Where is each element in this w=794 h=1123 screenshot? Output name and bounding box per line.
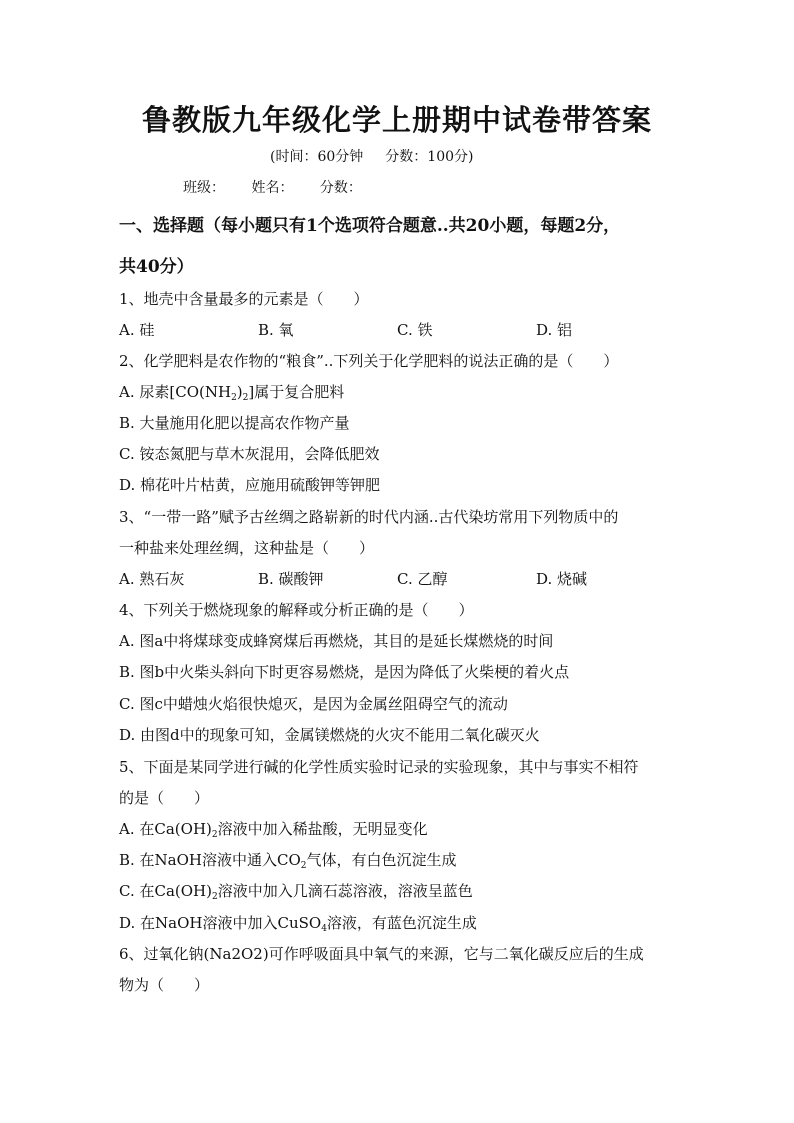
question-4-option-d: D. 由图d中的现象可知，金属镁燃烧的火灾不能用二氧化碳灭火	[119, 726, 540, 744]
question-5-stem-line1: 5、下面是某同学进行碱的化学性质实验时记录的实验现象，其中与事实不相符	[119, 758, 639, 776]
question-3-option-d: D. 烧碱	[536, 570, 588, 588]
question-3-option-b: B. 碳酸钾	[258, 570, 324, 588]
question-2-option-d: D. 棉花叶片枯黄，应施用硫酸钾等钾肥	[119, 476, 381, 494]
question-3-option-a: A. 熟石灰	[119, 570, 185, 588]
question-1-option-a: A. 硅	[119, 321, 155, 339]
exam-title: 鲁教版九年级化学上册期中试卷带答案	[141, 103, 652, 137]
question-5-stem-line2: 的是（ ）	[119, 789, 210, 807]
question-1-option-d: D. 铝	[536, 321, 573, 339]
question-2-option-c: C. 铵态氮肥与草木灰混用，会降低肥效	[119, 445, 380, 463]
exam-score: 分数：100分)	[385, 149, 474, 165]
question-5-option-c: C. 在$Ca(OH)_2$溶液中加入几滴石蕊溶液，溶液呈蓝色	[119, 882, 473, 902]
question-3-stem-line1: 3、“一带一路”赋予古丝绸之路崭新的时代内涵..古代染坊常用下列物质中的	[119, 508, 619, 526]
question-6-stem-line2: 物为（ ）	[119, 976, 210, 994]
score-label: 分数：	[319, 180, 362, 196]
question-2-option-b: B. 大量施用化肥以提高农作物产量	[119, 414, 350, 432]
question-2-option-a: A. 尿素$[CO(NH_2)_2]$属于复合肥料	[119, 383, 345, 403]
section-heading-line2: 共40分）	[119, 257, 194, 277]
question-1-stem: 1、地壳中含量最多的元素是（ ）	[119, 290, 369, 308]
student-info	[183, 177, 384, 197]
question-1-option-c: C. 铁	[397, 321, 433, 339]
exam-time: (时间：60分钟	[270, 149, 364, 165]
question-5-option-a: A. 在$Ca(OH)_2$溶液中加入稀盐酸，无明显变化	[119, 820, 428, 840]
question-1-option-b: B. 氧	[258, 321, 294, 339]
question-5-option-b: B. 在NaOH溶液中通入$CO_2$气体，有白色沉淀生成	[119, 851, 457, 871]
exam-meta	[270, 146, 473, 166]
question-6-stem-line1: 6、过氧化钠(Na2O2)可作呼吸面具中氧气的来源，它与二氧化碳反应后的生成	[119, 945, 644, 963]
question-4-option-a: A. 图a中将煤球变成蜂窝煤后再燃烧，其目的是延长煤燃烧的时间	[119, 632, 554, 650]
question-5-option-d: D. 在NaOH溶液中加入CuSO$_4$溶液，有蓝色沉淀生成	[119, 914, 477, 934]
question-4-option-c: C. 图c中蜡烛火焰很快熄灭，是因为金属丝阻碍空气的流动	[119, 695, 508, 713]
question-4-option-b: B. 图b中火柴头斜向下时更容易燃烧，是因为降低了火柴梗的着火点	[119, 663, 570, 681]
question-2-stem: 2、化学肥料是农作物的“粮食”..下列关于化学肥料的说法正确的是（ ）	[119, 352, 619, 370]
name-label: 姓名：	[251, 180, 294, 196]
question-3-option-c: C. 乙醇	[397, 570, 448, 588]
class-label: 班级：	[183, 180, 225, 196]
question-4-stem: 4、下列关于燃烧现象的解释或分析正确的是（ ）	[119, 601, 474, 619]
question-3-stem-line2: 一种盐来处理丝绸，这种盐是（ ）	[119, 539, 375, 557]
section-heading-line1: 一、选择题（每小题只有1个选项符合题意..共20小题，每题2分，	[119, 216, 621, 236]
